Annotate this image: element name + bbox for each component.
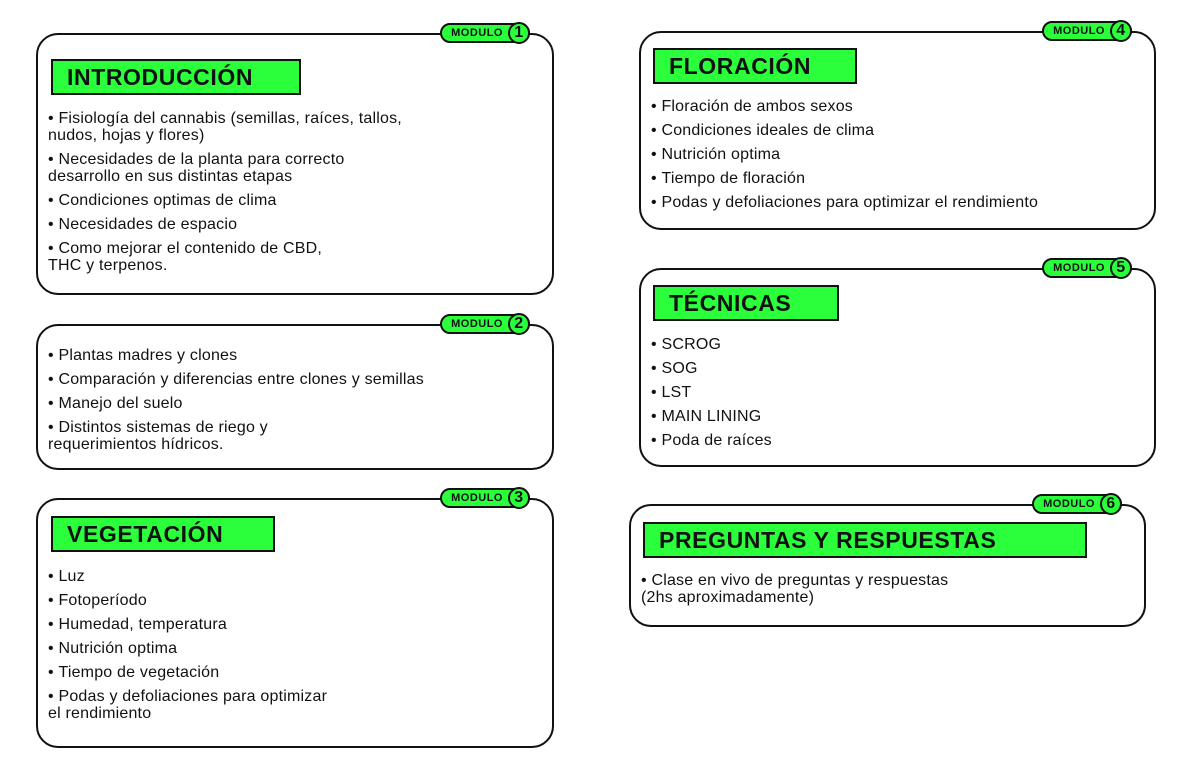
module-title: FLORACIÓN [653, 48, 857, 84]
list-item: • Podas y defoliaciones para optimizar el rendimiento [651, 194, 1156, 211]
module-topic-list [651, 98, 1156, 218]
badge-label: MODULO [1043, 498, 1095, 510]
module-card-3 [36, 489, 554, 748]
list-item: • Clase en vivo de preguntas y respuestas (2hs aproximadamente) [641, 572, 1141, 606]
list-item: • Manejo del suelo [48, 395, 548, 412]
badge-number: 1 [508, 22, 530, 44]
module-badge [440, 488, 530, 508]
module-badge [1042, 258, 1132, 278]
module-topic-list [651, 336, 1156, 456]
badge-number: 3 [508, 487, 530, 509]
list-item: • Luz [48, 568, 548, 585]
badge-number: 4 [1110, 20, 1132, 42]
badge-number: 6 [1100, 493, 1122, 515]
badge-number: 5 [1110, 257, 1132, 279]
module-title: PREGUNTAS Y RESPUESTAS [643, 522, 1087, 558]
module-badge [440, 314, 530, 334]
badge-label: MODULO [1053, 25, 1105, 37]
list-item: • Fotoperíodo [48, 592, 548, 609]
badge-label: MODULO [451, 492, 503, 504]
list-item: • Humedad, temperatura [48, 616, 548, 633]
list-item: • Tiempo de floración [651, 170, 1156, 187]
list-item: • SOG [651, 360, 1156, 377]
module-topic-list [48, 568, 548, 729]
list-item: • Como mejorar el contenido de CBD, THC y terpenos. [48, 240, 548, 274]
module-badge [1032, 494, 1122, 514]
module-topic-list [641, 572, 1141, 613]
module-card-2 [36, 315, 554, 470]
list-item: • Nutrición optima [651, 146, 1156, 163]
module-title: VEGETACIÓN [51, 516, 275, 552]
list-item: • Podas y defoliaciones para optimizar el rendimiento [48, 688, 548, 722]
badge-label: MODULO [451, 318, 503, 330]
list-item: • Condiciones ideales de clima [651, 122, 1156, 139]
list-item: • MAIN LINING [651, 408, 1156, 425]
module-title: TÉCNICAS [653, 285, 839, 321]
list-item: • Fisiología del cannabis (semillas, raíces, tallos, nudos, hojas y flores) [48, 110, 548, 144]
badge-label: MODULO [451, 27, 503, 39]
list-item: • SCROG [651, 336, 1156, 353]
badge-number: 2 [508, 313, 530, 335]
module-card-5 [639, 259, 1156, 467]
module-topic-list [48, 347, 548, 460]
list-item: • LST [651, 384, 1156, 401]
badge-label: MODULO [1053, 262, 1105, 274]
list-item: • Comparación y diferencias entre clones y semillas [48, 371, 548, 388]
list-item: • Plantas madres y clones [48, 347, 548, 364]
list-item: • Condiciones optimas de clima [48, 192, 548, 209]
list-item: • Floración de ambos sexos [651, 98, 1156, 115]
list-item: • Necesidades de espacio [48, 216, 548, 233]
module-title: INTRODUCCIÓN [51, 59, 301, 95]
module-card-6 [629, 495, 1146, 627]
list-item: • Necesidades de la planta para correcto desarrollo en sus distintas etapas [48, 151, 548, 185]
list-item: • Poda de raíces [651, 432, 1156, 449]
list-item: • Distintos sistemas de riego y requerimientos hídricos. [48, 419, 548, 453]
module-topic-list [48, 110, 548, 281]
module-card-4 [639, 22, 1156, 230]
module-card-1 [36, 24, 554, 295]
list-item: • Nutrición optima [48, 640, 548, 657]
list-item: • Tiempo de vegetación [48, 664, 548, 681]
module-badge [440, 23, 530, 43]
module-badge [1042, 21, 1132, 41]
